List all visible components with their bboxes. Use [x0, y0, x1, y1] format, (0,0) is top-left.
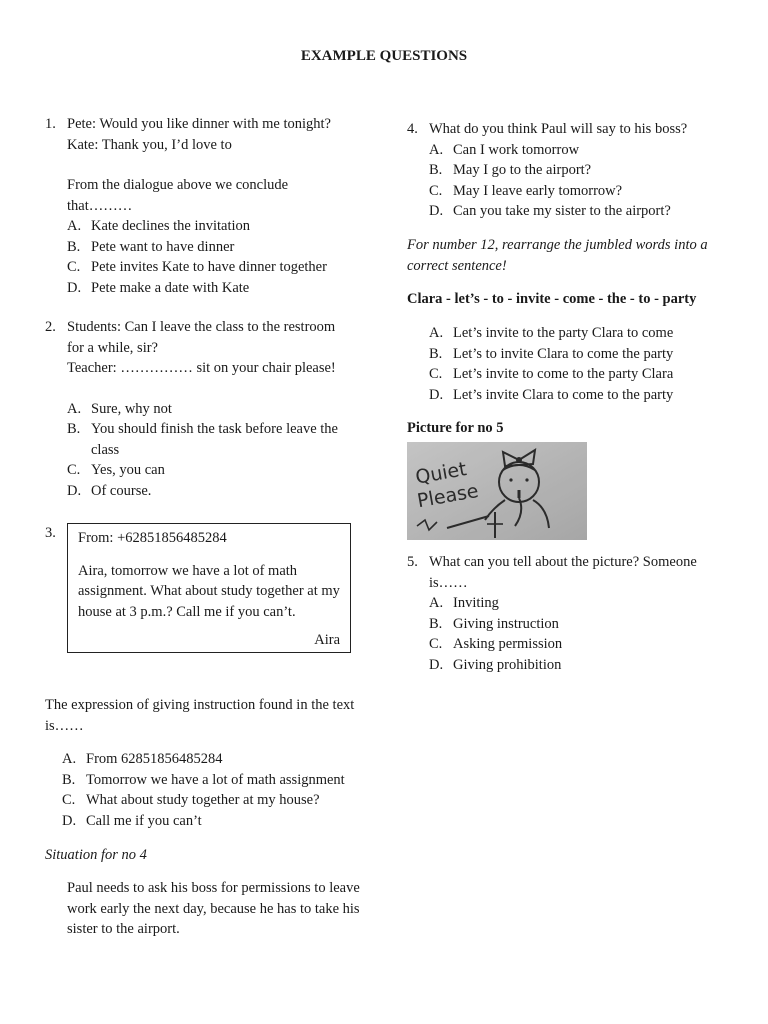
sign-text-quiet: Quiet: [413, 458, 469, 489]
answer-option: D. Call me if you can’t: [62, 812, 202, 829]
dialogue-line: Kate: Thank you, I’d love to: [67, 136, 232, 153]
jumbled-instruction: For number 12, rearrange the jumbled words into a correct sentence!: [407, 237, 708, 274]
question-5: [407, 552, 723, 675]
answer-option: A. Inviting: [429, 595, 499, 611]
dialogue-line: for a while, sir?: [67, 339, 158, 356]
answer-option: A. Sure, why not: [67, 400, 172, 417]
question-prompt: that………: [67, 197, 133, 214]
answer-option: C. Yes, you can: [67, 462, 165, 478]
question-prompt: From the dialogue above we conclude: [67, 177, 289, 193]
answer-option: B. Pete want to have dinner: [67, 238, 235, 255]
situation-text: Paul needs to ask his boss for permissions to leave work early the next day, because he has to take his sister to the airport.: [67, 880, 360, 937]
question-text: What do you think Paul will say to his boss?: [429, 121, 688, 137]
dialogue-line: Teacher: …………… sit on your chair please!: [67, 360, 336, 376]
jumbled-words: Clara - let’s - to - invite - come - the - to - party: [407, 291, 697, 307]
answer-option: D. Pete make a date with Kate: [67, 279, 250, 296]
sms-message-box: [67, 523, 351, 653]
jumbled-options: [429, 323, 739, 405]
question-number: 4.: [407, 121, 418, 137]
quiet-please-picture: [407, 442, 587, 540]
answer-option: A. Kate declines the invitation: [67, 218, 251, 234]
answer-option: B. May I go to the airport?: [429, 162, 592, 178]
question-text: What can you tell about the picture? Someone is……: [429, 554, 697, 591]
answer-option: B. You should finish the task before leave the class: [67, 421, 338, 458]
answer-option: D. Of course.: [67, 482, 152, 499]
question-number: 5.: [407, 554, 418, 570]
answer-option: D. Can you take my sister to the airport?: [429, 203, 671, 219]
sms-from: From: +62851856485284: [78, 530, 227, 546]
dialogue-line: Students: Can I leave the class to the restroom: [67, 319, 336, 335]
answer-option: B. Let’s to invite Clara to come the party: [429, 345, 674, 362]
question-number: 3.: [45, 525, 56, 541]
question-number: 1.: [45, 116, 56, 132]
answer-option: A. Let’s invite to the party Clara to come: [429, 325, 674, 341]
question-3-prompt: The expression of giving instruction found in the text is……: [45, 697, 355, 734]
question-number: 2.: [45, 319, 56, 335]
situation-heading: Situation for no 4: [45, 847, 147, 863]
answer-option: B. Giving instruction: [429, 615, 559, 632]
sms-signature: Aira: [314, 632, 340, 648]
answer-option: A. Can I work tomorrow: [429, 141, 580, 158]
picture-heading: Picture for no 5: [407, 420, 504, 436]
page-title: EXAMPLE QUESTIONS: [300, 48, 468, 64]
answer-option: C. Let’s invite to come to the party Clara: [429, 366, 674, 382]
answer-option: D. Let’s invite Clara to come to the party: [429, 386, 674, 403]
question-2: [45, 317, 365, 501]
answer-option: C. Asking permission: [429, 636, 563, 652]
question-3-options: [62, 749, 372, 831]
sms-body: Aira, tomorrow we have a lot of math assignment. What about study together at my house at 3 p.m.? Call me if you can’t.: [78, 562, 340, 620]
answer-option: D. Giving prohibition: [429, 656, 562, 673]
question-4: [407, 119, 727, 222]
answer-option: A. From 62851856485284: [62, 751, 223, 767]
answer-option: B. Tomorrow we have a lot of math assignment: [62, 771, 345, 788]
sign-text-please: Please: [415, 479, 481, 513]
answer-option: C. Pete invites Kate to have dinner together: [67, 259, 327, 275]
dialogue-line: Pete: Would you like dinner with me tonight?: [67, 116, 331, 132]
question-1: [45, 114, 365, 298]
answer-option: C. May I leave early tomorrow?: [429, 182, 623, 199]
answer-option: C. What about study together at my house?: [62, 792, 320, 808]
